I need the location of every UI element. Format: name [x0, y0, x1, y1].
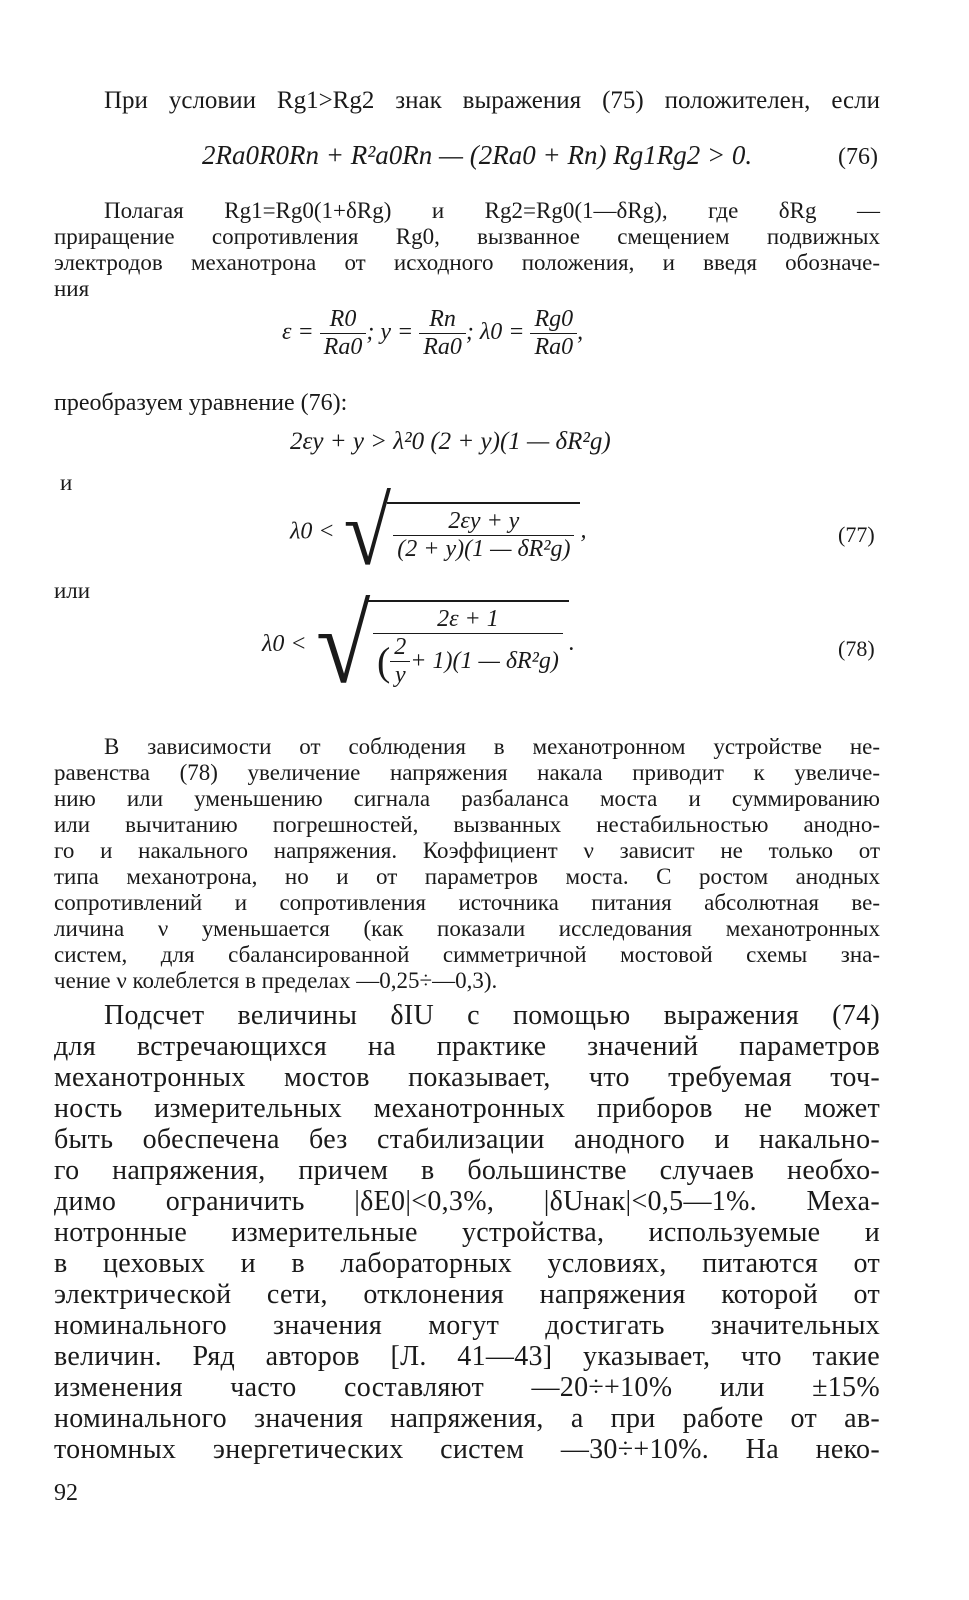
paragraph-line: изменения часто составляют —20÷+10% или ±15%: [54, 1372, 880, 1403]
paragraph-line: димо ограничить |δE0|<0,3%, |δUнак|<0,5—1%. Меха-: [54, 1186, 880, 1217]
paragraph-line: механотронных мостов показывает, что требуемая точ-: [54, 1062, 880, 1093]
fraction-78: [373, 606, 563, 689]
paragraph-line: электрической сети, отклонения напряжения которой от: [54, 1279, 880, 1310]
eps-label: ε =: [282, 319, 314, 346]
radical-sign: √: [343, 478, 391, 585]
fraction-denominator: Rа0: [323, 334, 363, 360]
paragraph-dependence: [54, 734, 880, 994]
paragraph-line: систем, для сбалансированной симметричной мостовой схемы зна-: [54, 942, 880, 967]
paragraph-line: тономных энергетических систем —30÷+10%. На неко-: [54, 1434, 880, 1465]
paragraph-line: равенства (78) увеличение напряжения накала приводит к увеличе-: [54, 760, 880, 785]
equation-78-number: (78): [838, 636, 875, 661]
paragraph-line: В зависимости от соблюдения в механотронном устройстве не-: [104, 734, 880, 759]
fraction-numerator: R0: [320, 306, 367, 334]
equation-78: λ0 < √ 2ε + 1 ( $\frac{2}{y}$ + 1)(1 — δR²g) .: [262, 583, 575, 706]
paragraph-line: номинального значения напряжения, а при работе от ав-: [54, 1403, 880, 1434]
fraction-numerator: 2ε + 1: [373, 606, 563, 634]
eps-fraction: [320, 306, 367, 361]
inequality-line: 2εy + y > λ²0 (2 + y)(1 — δR²g): [290, 428, 611, 455]
paragraph-line: нию или уменьшению сигнала разбаланса моста и суммированию: [54, 786, 880, 811]
denominator-rest: + 1)(1 — δR²g): [410, 648, 559, 674]
paragraph-line: величин. Ряд авторов [Л. 41—43] указывает, что такие: [54, 1341, 880, 1372]
paragraph-line: типа механотрона, но и от параметров моста. С ростом анодных: [54, 864, 880, 889]
lambda-label: λ0 =: [479, 319, 525, 346]
paragraph-line: личина ν уменьшается (как показали исследования механотронных: [54, 916, 880, 941]
radical-body: [387, 502, 580, 563]
y-label: y =: [380, 319, 414, 346]
equation-77: λ0 < √ $\frac{2\varepsilon y + y}{\text{(2 + y)(1 — δR²g)}}$ ,: [290, 478, 587, 585]
paragraph-line: нотронные измерительные устройства, используемые и: [54, 1217, 880, 1248]
transform-line: преобразуем уравнение (76):: [54, 390, 348, 416]
intro-line: При условии Rg1>Rg2 знак выражения (75) положителен, если: [104, 87, 880, 114]
radical-body: [367, 600, 569, 689]
paragraph-line: быть обеспечена без стабилизации анодного и накально-: [54, 1124, 880, 1155]
fraction-denominator: ( $\frac{2}{y}$ + 1)(1 — δR²g): [376, 634, 559, 688]
fraction-denominator: (2 + y)(1 — δR²g): [397, 535, 571, 562]
paragraph-calculation: [54, 1000, 880, 1465]
fraction-numerator: Rg0: [530, 306, 577, 334]
paragraph-line: Подсчет величины δIU с помощью выражения (74): [104, 1000, 880, 1031]
radical-sign: √: [315, 583, 370, 706]
paragraph-line: ность измерительных механотронных приборов не может: [54, 1093, 880, 1124]
inner-numerator: 2: [390, 634, 410, 662]
equation-78-lhs: λ0 <: [262, 631, 307, 657]
equation-76: 2Rа0R0Rп + R²а0Rп — (2Rа0 + Rп) Rg1Rg2 > 0.: [202, 140, 753, 170]
paragraph-line: в цеховых и в лабораторных условиях, питаются от: [54, 1248, 880, 1279]
lambda-fraction: [530, 306, 577, 361]
fraction-77: [393, 508, 574, 563]
inner-denominator: y: [394, 662, 406, 688]
paragraph-line: для встречающихся на практике значений параметров: [54, 1031, 880, 1062]
paragraph-line: приращение сопротивления Rg0, вызванное смещением подвижных: [54, 224, 880, 249]
paragraph-line: го и накального напряжения. Коэффициент ν зависит не только от: [54, 838, 880, 863]
inner-fraction: [390, 634, 410, 689]
y-fraction: [419, 306, 466, 361]
fraction-denominator: Rа0: [534, 334, 574, 360]
conjunction-and: и: [60, 470, 73, 495]
paragraph-substitution: [54, 198, 880, 302]
paragraph-line: номинального значения могут достигать значительных: [54, 1310, 880, 1341]
equation-77-lhs: λ0 <: [290, 518, 335, 545]
sqrt-78: [313, 583, 569, 706]
fraction-numerator: Rп: [419, 306, 466, 334]
fraction-numerator: 2εy + y: [393, 508, 574, 536]
paragraph-line: ния: [54, 276, 90, 301]
page-number: 92: [54, 1480, 78, 1506]
paragraph-line: Полагая Rg1=Rg0(1+δRg) и Rg2=Rg0(1—δRg), где δRg —: [104, 198, 880, 223]
paragraph-line: сопротивлений и сопротивления источника питания абсолютная ве-: [54, 890, 880, 915]
equation-77-number: (77): [838, 522, 875, 547]
paragraph-line: электродов механотрона от исходного положения, и введя обозначе-: [54, 250, 880, 275]
fraction-denominator: Rа0: [423, 334, 462, 360]
sqrt-77: [341, 478, 581, 585]
equation-76-number: (76): [838, 144, 878, 170]
paragraph-line: чение ν колеблется в пределах —0,25÷—0,3).: [54, 968, 498, 993]
conjunction-or: или: [54, 578, 91, 603]
paragraph-line: го напряжения, причем в большинстве случаев необхо-: [54, 1155, 880, 1186]
definitions-formula: ε = $\frac{R0}{Rа0}$ ; y = $\frac{Rп}{Rа0}$ ; λ0 = $\frac{Rg0}{Rа0}$ ,: [282, 306, 584, 360]
paragraph-line: или вычитанию погрешностей, вызванных нестабильностью анодно-: [54, 812, 880, 837]
